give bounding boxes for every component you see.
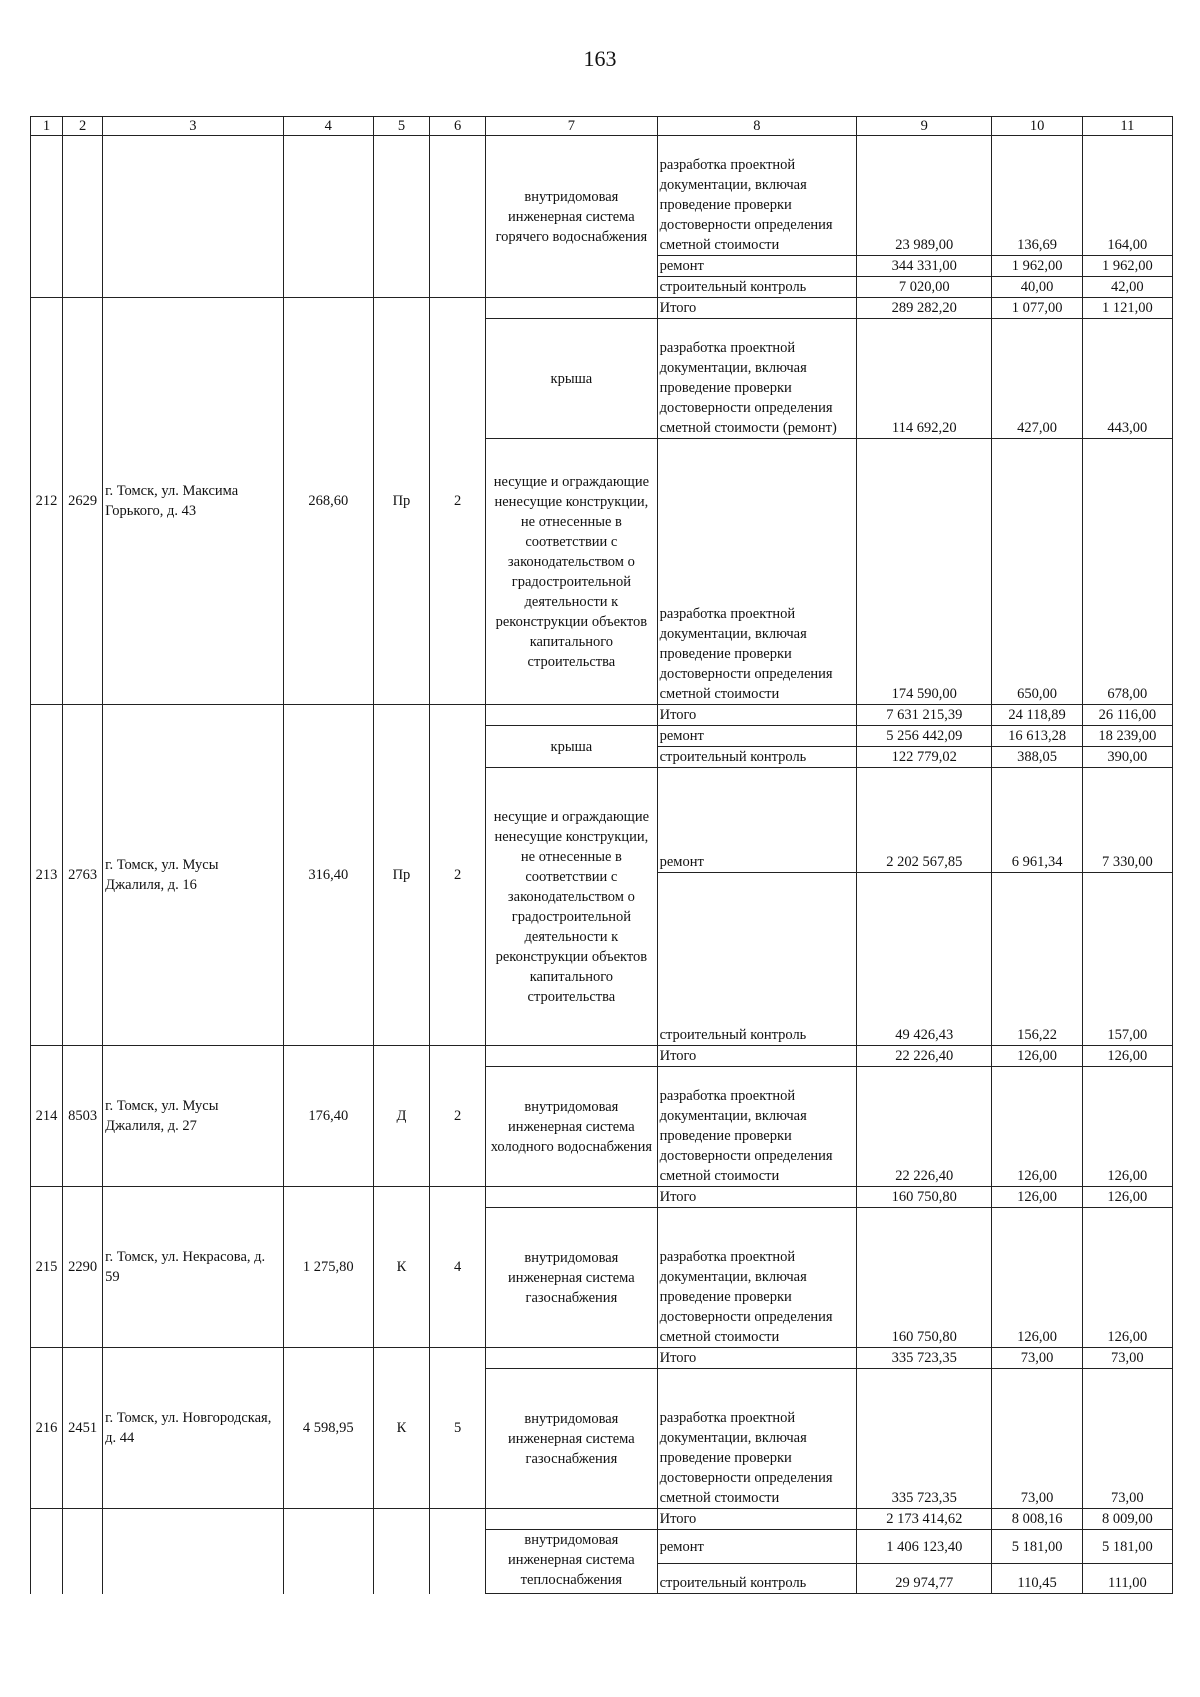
cost-total: 2 173 414,62 xyxy=(857,1509,992,1530)
work-type: строительный контроль xyxy=(657,873,857,1046)
total-label: Итого xyxy=(657,1509,857,1530)
cost-limit: 18 239,00 xyxy=(1082,726,1172,747)
building-area: 4 598,95 xyxy=(283,1348,373,1509)
building-type: Пр xyxy=(373,298,429,705)
cost-total: 29 974,77 xyxy=(857,1564,992,1594)
building-type: К xyxy=(373,1348,429,1509)
cost-total: 23 989,00 xyxy=(857,136,992,256)
column-header: 3 xyxy=(103,117,283,136)
building-id: 8503 xyxy=(63,1046,103,1187)
cost-total: 289 282,20 xyxy=(857,298,992,319)
cost-total: 114 692,20 xyxy=(857,319,992,439)
cost-limit: 42,00 xyxy=(1082,277,1172,298)
cost-per-m2: 126,00 xyxy=(992,1187,1082,1208)
cost-total: 2 202 567,85 xyxy=(857,768,992,873)
table-row-total xyxy=(31,1348,1173,1369)
cost-limit: 164,00 xyxy=(1082,136,1172,256)
row-number: 213 xyxy=(31,705,63,1046)
structural-element: внутридомовая инженерная система газоснабжения xyxy=(486,1369,657,1509)
building-area: 268,60 xyxy=(283,298,373,705)
structural-element: несущие и ограждающие ненесущие конструкции, не отнесенные в соответствии с законодательством о градостроительной деятельности к реконструкции объектов капитального строительства xyxy=(486,768,657,1046)
work-type: разработка проектной документации, включая проведение проверки достоверности определения сметной стоимости xyxy=(657,439,857,705)
column-header: 6 xyxy=(430,117,486,136)
row-number: 216 xyxy=(31,1348,63,1509)
cost-per-m2: 8 008,16 xyxy=(992,1509,1082,1530)
table-row xyxy=(31,136,1173,256)
cost-limit: 5 181,00 xyxy=(1082,1530,1172,1564)
work-type: строительный контроль xyxy=(657,1564,857,1594)
cost-limit: 26 116,00 xyxy=(1082,705,1172,726)
structural-element: внутридомовая инженерная система горячего водоснабжения xyxy=(486,136,657,298)
building-type: Д xyxy=(373,1046,429,1187)
cost-per-m2: 16 613,28 xyxy=(992,726,1082,747)
structural-element: внутридомовая инженерная система теплоснабжения xyxy=(486,1530,657,1594)
cost-limit: 157,00 xyxy=(1082,873,1172,1046)
cost-total: 160 750,80 xyxy=(857,1187,992,1208)
cost-total: 122 779,02 xyxy=(857,747,992,768)
cost-per-m2: 110,45 xyxy=(992,1564,1082,1594)
cost-limit: 1 121,00 xyxy=(1082,298,1172,319)
cost-per-m2: 427,00 xyxy=(992,319,1082,439)
building-id: 2629 xyxy=(63,298,103,705)
table-row-total xyxy=(31,705,1173,726)
page-number: 163 xyxy=(583,46,617,71)
cost-limit: 73,00 xyxy=(1082,1369,1172,1509)
cost-per-m2: 6 961,34 xyxy=(992,768,1082,873)
building-area: 316,40 xyxy=(283,705,373,1046)
cost-per-m2: 388,05 xyxy=(992,747,1082,768)
cost-limit: 390,00 xyxy=(1082,747,1172,768)
building-floors: 5 xyxy=(430,1348,486,1509)
building-floors: 4 xyxy=(430,1187,486,1348)
column-header: 5 xyxy=(373,117,429,136)
column-header: 8 xyxy=(657,117,857,136)
building-type: К xyxy=(373,1187,429,1348)
repair-schedule-table xyxy=(30,116,1173,1594)
cost-limit: 111,00 xyxy=(1082,1564,1172,1594)
table-row-total xyxy=(31,1046,1173,1067)
column-header: 4 xyxy=(283,117,373,136)
column-header: 10 xyxy=(992,117,1082,136)
cost-total: 5 256 442,09 xyxy=(857,726,992,747)
column-header: 11 xyxy=(1082,117,1172,136)
building-floors: 2 xyxy=(430,1046,486,1187)
total-label: Итого xyxy=(657,1187,857,1208)
cost-per-m2: 24 118,89 xyxy=(992,705,1082,726)
work-type: разработка проектной документации, включая проведение проверки достоверности определения сметной стоимости xyxy=(657,1067,857,1187)
cost-per-m2: 156,22 xyxy=(992,873,1082,1046)
cost-per-m2: 1 077,00 xyxy=(992,298,1082,319)
total-label: Итого xyxy=(657,705,857,726)
column-header: 1 xyxy=(31,117,63,136)
work-type: ремонт xyxy=(657,256,857,277)
work-type: разработка проектной документации, включая проведение проверки достоверности определения сметной стоимости (ремонт) xyxy=(657,319,857,439)
work-type: строительный контроль xyxy=(657,747,857,768)
cost-limit: 126,00 xyxy=(1082,1187,1172,1208)
work-type: разработка проектной документации, включая проведение проверки достоверности определения сметной стоимости xyxy=(657,1208,857,1348)
structural-element: крыша xyxy=(486,319,657,439)
building-address: г. Томск, ул. Мусы Джалиля, д. 27 xyxy=(103,1046,283,1187)
building-id: 2451 xyxy=(63,1348,103,1509)
cost-total: 344 331,00 xyxy=(857,256,992,277)
building-id: 2763 xyxy=(63,705,103,1046)
cost-total: 174 590,00 xyxy=(857,439,992,705)
cost-total: 22 226,40 xyxy=(857,1067,992,1187)
building-floors: 2 xyxy=(430,298,486,705)
cost-total: 160 750,80 xyxy=(857,1208,992,1348)
cost-per-m2: 5 181,00 xyxy=(992,1530,1082,1564)
cost-limit: 126,00 xyxy=(1082,1046,1172,1067)
building-address: г. Томск, ул. Максима Горького, д. 43 xyxy=(103,298,283,705)
column-header: 9 xyxy=(857,117,992,136)
cost-total: 335 723,35 xyxy=(857,1369,992,1509)
structural-element: внутридомовая инженерная система газоснабжения xyxy=(486,1208,657,1348)
cost-per-m2: 650,00 xyxy=(992,439,1082,705)
cost-limit: 73,00 xyxy=(1082,1348,1172,1369)
cost-per-m2: 126,00 xyxy=(992,1067,1082,1187)
structural-element: внутридомовая инженерная система холодного водоснабжения xyxy=(486,1067,657,1187)
row-number: 215 xyxy=(31,1187,63,1348)
work-type: разработка проектной документации, включая проведение проверки достоверности определения сметной стоимости xyxy=(657,1369,857,1509)
cost-limit: 7 330,00 xyxy=(1082,768,1172,873)
cost-per-m2: 126,00 xyxy=(992,1046,1082,1067)
work-type: ремонт xyxy=(657,1530,857,1564)
building-address: г. Томск, ул. Некрасова, д. 59 xyxy=(103,1187,283,1348)
building-floors: 2 xyxy=(430,705,486,1046)
cost-limit: 126,00 xyxy=(1082,1067,1172,1187)
table-row-total xyxy=(31,298,1173,319)
work-type: ремонт xyxy=(657,726,857,747)
cost-limit: 8 009,00 xyxy=(1082,1509,1172,1530)
cost-total: 1 406 123,40 xyxy=(857,1530,992,1564)
cost-limit: 443,00 xyxy=(1082,319,1172,439)
cost-total: 7 020,00 xyxy=(857,277,992,298)
total-label: Итого xyxy=(657,298,857,319)
cost-limit: 678,00 xyxy=(1082,439,1172,705)
table-row-total xyxy=(31,1509,1173,1530)
cost-total: 49 426,43 xyxy=(857,873,992,1046)
work-type: строительный контроль xyxy=(657,277,857,298)
column-header: 7 xyxy=(486,117,657,136)
cost-total: 335 723,35 xyxy=(857,1348,992,1369)
building-area: 1 275,80 xyxy=(283,1187,373,1348)
total-label: Итого xyxy=(657,1046,857,1067)
building-type: Пр xyxy=(373,705,429,1046)
cost-per-m2: 73,00 xyxy=(992,1369,1082,1509)
work-type: разработка проектной документации, включая проведение проверки достоверности определения сметной стоимости xyxy=(657,136,857,256)
structural-element: крыша xyxy=(486,726,657,768)
cost-per-m2: 40,00 xyxy=(992,277,1082,298)
building-area: 176,40 xyxy=(283,1046,373,1187)
row-number: 214 xyxy=(31,1046,63,1187)
building-address: г. Томск, ул. Мусы Джалиля, д. 16 xyxy=(103,705,283,1046)
building-id: 2290 xyxy=(63,1187,103,1348)
cost-per-m2: 126,00 xyxy=(992,1208,1082,1348)
column-header: 2 xyxy=(63,117,103,136)
column-number-row xyxy=(31,117,1173,136)
cost-total: 7 631 215,39 xyxy=(857,705,992,726)
table-row-total xyxy=(31,1187,1173,1208)
cost-per-m2: 1 962,00 xyxy=(992,256,1082,277)
structural-element: несущие и ограждающие ненесущие конструкции, не отнесенные в соответствии с законодательством о градостроительной деятельности к реконструкции объектов капитального строительства xyxy=(486,439,657,705)
cost-total: 22 226,40 xyxy=(857,1046,992,1067)
building-address: г. Томск, ул. Новгородская, д. 44 xyxy=(103,1348,283,1509)
cost-per-m2: 136,69 xyxy=(992,136,1082,256)
cost-per-m2: 73,00 xyxy=(992,1348,1082,1369)
work-type: ремонт xyxy=(657,768,857,873)
row-number: 212 xyxy=(31,298,63,705)
total-label: Итого xyxy=(657,1348,857,1369)
cost-limit: 1 962,00 xyxy=(1082,256,1172,277)
cost-limit: 126,00 xyxy=(1082,1208,1172,1348)
